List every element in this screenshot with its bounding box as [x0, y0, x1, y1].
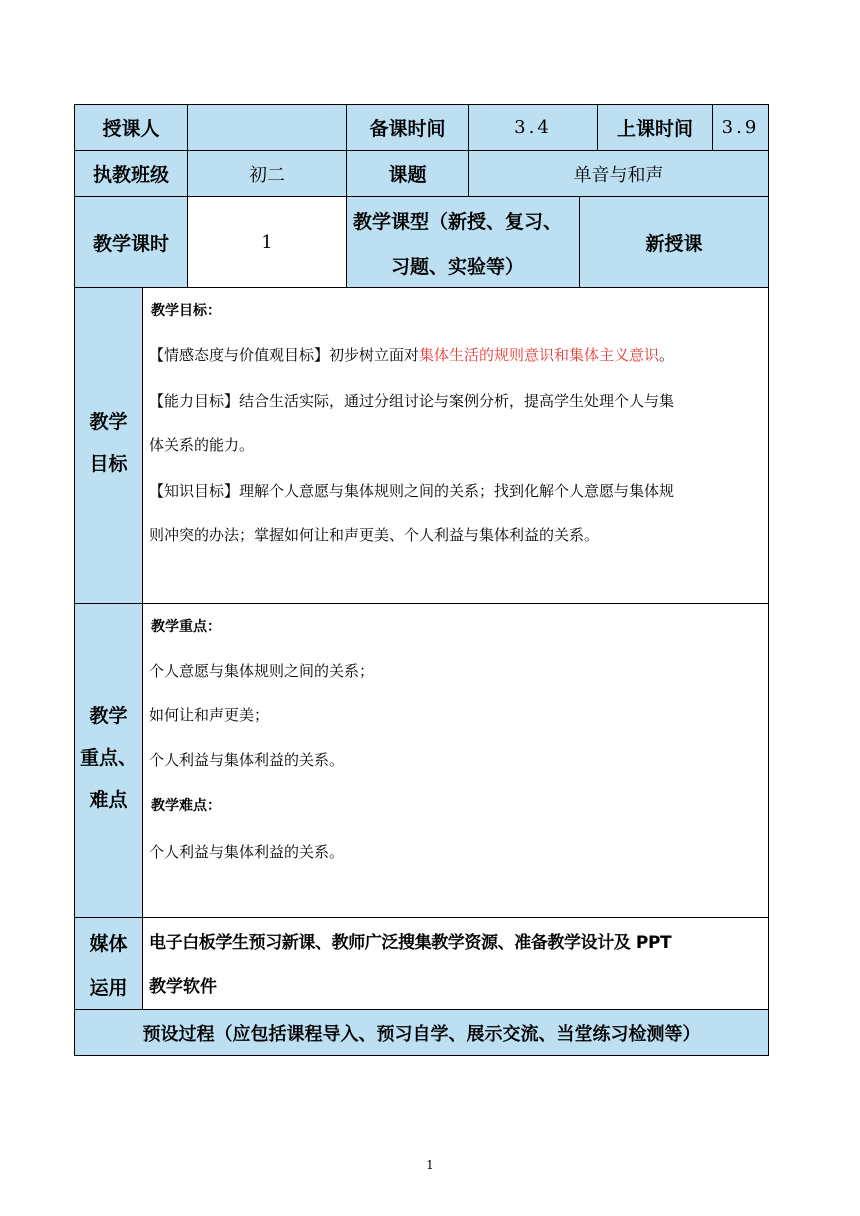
- type-label: [347, 197, 579, 287]
- prep-time-value: 3.4: [514, 117, 552, 138]
- objectives-knowledge-line1: 【知识目标】理解个人意愿与集体规则之间的关系；找到化解个人意愿与集体规: [149, 482, 675, 500]
- objectives-label: [75, 401, 142, 485]
- process-title: 预设过程（应包括课程导入、预习自学、展示交流、当堂练习检测等）: [142, 1023, 701, 1045]
- media-label-line1: 媒体: [89, 933, 128, 955]
- objectives-knowledge-line2: 则冲突的办法；掌握如何让和声更美、个人利益与集体利益的关系。: [149, 526, 600, 544]
- keypoints-label-line2: 重点、: [79, 747, 137, 769]
- objectives-ability-line2: 体关系的能力。: [149, 436, 255, 454]
- grid-line: [768, 104, 769, 1056]
- keypoints-label-line1: 教学: [89, 705, 128, 727]
- class-time-value: 3.9: [721, 117, 760, 138]
- media-label-line2: 运用: [89, 977, 128, 999]
- focus-item: 个人利益与集体利益的关系。: [149, 751, 345, 769]
- media-text-line2: 教学软件: [149, 977, 217, 997]
- objectives-emotion: [149, 345, 674, 365]
- grid-line: [74, 287, 769, 288]
- objectives-label-line1: 教学: [89, 411, 128, 433]
- topic-label: 课题: [388, 164, 427, 186]
- grid-line: [74, 917, 769, 918]
- type-value: 新授课: [645, 232, 703, 255]
- class-time-label: 上课时间: [616, 118, 693, 140]
- teacher-label: 授课人: [102, 118, 160, 140]
- emotion-highlight: 集体生活的规则意识和集体主义意识: [419, 346, 660, 364]
- topic-value: 单音与和声: [573, 164, 664, 186]
- grid-line: [142, 288, 143, 1010]
- type-label-line2: 习题、实验等）: [391, 256, 525, 278]
- emotion-prefix: 【情感态度与价值观目标】初步树立面对: [149, 346, 420, 364]
- focus-heading: 教学重点：: [151, 619, 221, 635]
- hours-value: 1: [261, 231, 273, 253]
- objectives-label-line2: 目标: [89, 453, 128, 475]
- grid-line: [74, 603, 769, 604]
- class-label: 执教班级: [92, 164, 169, 186]
- media-label: [75, 922, 142, 1010]
- emotion-suffix: 。: [659, 346, 675, 364]
- class-value: 初二: [249, 164, 285, 186]
- grid-line: [74, 1055, 769, 1056]
- objectives-heading: 教学目标：: [151, 303, 221, 319]
- hours-label: 教学课时: [92, 232, 169, 255]
- focus-item: 如何让和声更美；: [149, 706, 270, 724]
- focus-item: 个人意愿与集体规则之间的关系；: [149, 662, 375, 680]
- teacher-value: [188, 105, 346, 150]
- keypoints-label: [75, 695, 142, 821]
- keypoints-label-line3: 难点: [89, 789, 128, 811]
- type-label-line1: 教学课型（新授、复习、: [353, 211, 563, 233]
- difficulty-heading: 教学难点：: [151, 798, 221, 814]
- difficulty-item: 个人利益与集体利益的关系。: [149, 843, 345, 861]
- prep-time-label: 备课时间: [369, 118, 446, 140]
- page-number: 1: [426, 1158, 434, 1172]
- media-text-line1: 电子白板学生预习新课、教师广泛搜集教学资源、准备教学设计及 PPT: [149, 933, 672, 953]
- objectives-ability-line1: 【能力目标】结合生活实际，通过分组讨论与案例分析，提高学生处理个人与集: [149, 392, 675, 410]
